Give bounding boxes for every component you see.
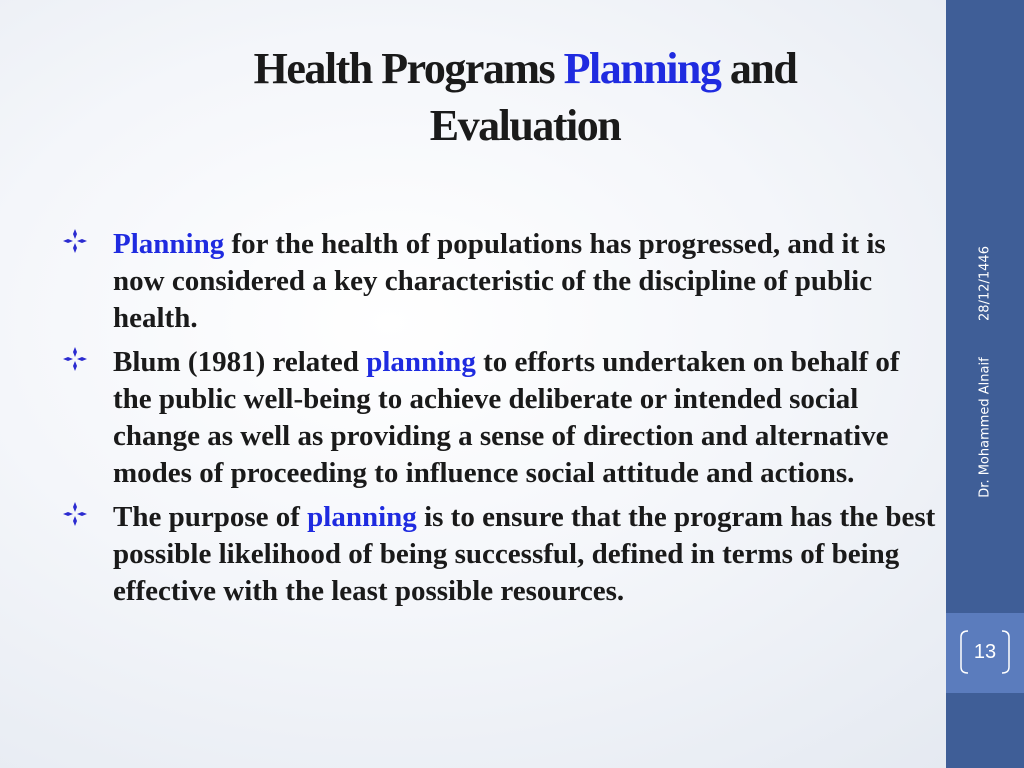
title-text-line2: Evaluation	[429, 101, 621, 150]
bullet-item-3	[62, 499, 942, 610]
slide-title	[0, 40, 1024, 154]
slide-author: Dr. Mohammed Alnaif	[977, 357, 993, 498]
title-text-part1: Health Programs	[253, 44, 564, 93]
diamond-star-bullet-icon	[62, 346, 88, 372]
title-text-part2: and	[720, 44, 797, 93]
bullet-2-text-before: Blum (1981) related	[113, 346, 367, 378]
title-highlight: Planning	[563, 44, 721, 93]
bullet-1-text: for the health of populations has progressed, and it is now considered a key characteristic of the discipline of public health.	[113, 228, 886, 334]
page-number-box	[958, 629, 1012, 675]
page-number-band	[946, 613, 1024, 693]
bullet-3-text-before: The purpose of	[113, 501, 308, 533]
bullet-2-text-after: to efforts undertaken on behalf of the public well-being to achieve deliberate or intended social change as well as providing a sense of direction and alternative modes of proceeding to influence social attitude and actions.	[113, 346, 900, 489]
diamond-star-bullet-icon	[62, 501, 88, 527]
slide-sidebar	[946, 0, 1024, 768]
slide-date: 28/12/1446	[977, 246, 993, 321]
page-number-bracket-icon	[958, 629, 1012, 675]
bullet-item-1	[62, 226, 942, 337]
page-number: 13	[973, 640, 997, 663]
bullet-1-keyword: Planning	[113, 228, 225, 260]
bullet-3-text-after: is to ensure that the program has the best possible likelihood of being successful, defined in terms of being effective with the least possible resources.	[113, 501, 936, 607]
bullet-3-keyword: planning	[307, 501, 417, 533]
bullet-item-2	[62, 344, 942, 492]
diamond-star-bullet-icon	[62, 228, 88, 254]
bullet-2-keyword: planning	[366, 346, 476, 378]
bullet-list	[62, 226, 942, 617]
